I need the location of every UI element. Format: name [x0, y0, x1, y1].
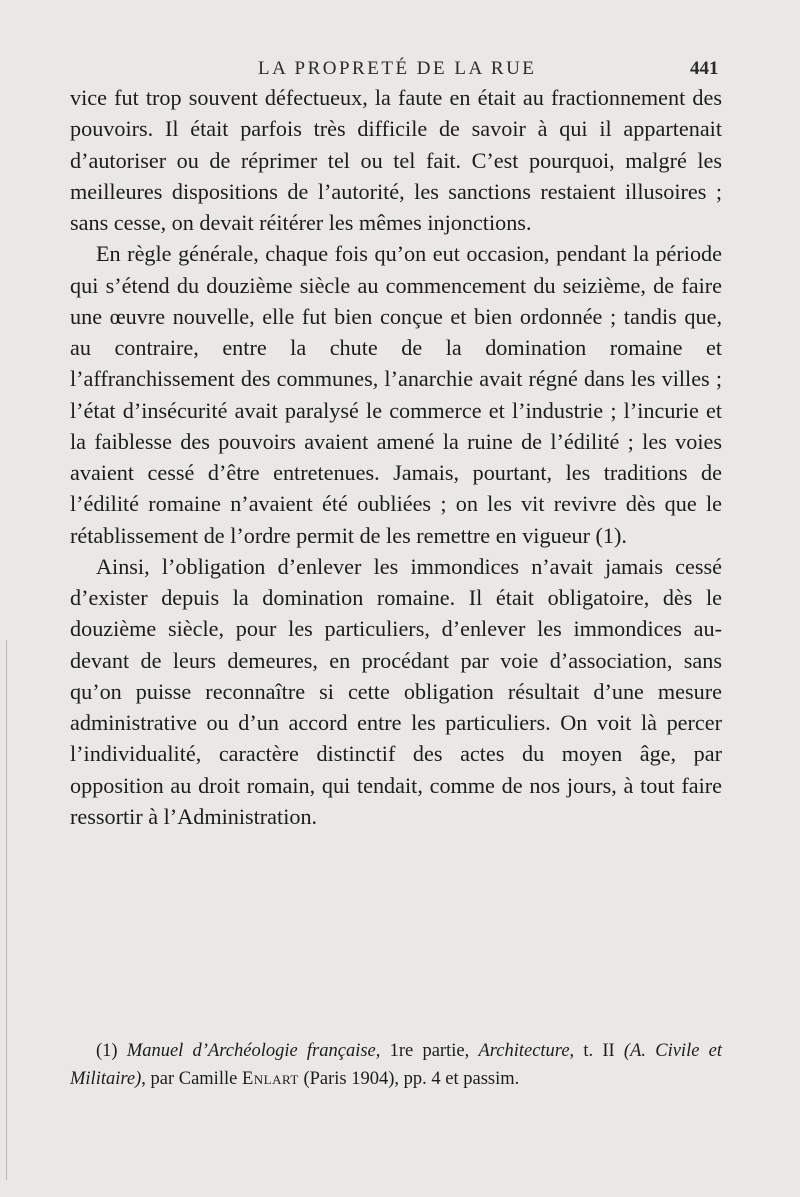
- footnote-tail: (Paris 1904), pp. 4 et passim.: [298, 1068, 520, 1089]
- page-number: 441: [690, 58, 719, 79]
- footnote-subtitle: (A. Civile et Militaire): [70, 1041, 722, 1089]
- footnote: [70, 1038, 722, 1093]
- footnote-title: Manuel d’Archéologie française: [126, 1041, 376, 1061]
- footnote-part: , 1re partie,: [375, 1041, 479, 1061]
- footnote-author: Enlart: [241, 1068, 299, 1089]
- footnote-marker: (1): [96, 1041, 118, 1061]
- paragraph-2: En règle générale, chaque fois qu’on eut occasion, pendant la période qui s’étend du douzième siècle au commencement du seizième, de faire une œuvre nouvelle, elle fut bien conçue et bien ordonnée ; tandis que, au contraire, entre la chute de la domination romaine et l’affranchissement des communes, l’anarchie avait régné dans les villes ; l’état d’insécurité avait paralysé le commerce et l’industrie ; l’incurie et la faiblesse des pouvoirs avaient amené la ruine de l’édilité ; les voies avaient cessé d’être entretenues. Jamais, pourtant, les traditions de l’édilité romaine n’avaient été oubliées ; on les vit revivre dès que le rétablissement de l’ordre permit de les remettre en vigueur (1).: [70, 241, 722, 548]
- footnote-volume: , t. II: [569, 1041, 624, 1061]
- paragraph-3: Ainsi, l’obligation d’enlever les immondices n’avait jamais cessé d’exister depuis la domination romaine. Il était obligatoire, dès le douzième siècle, pour les particuliers, d’enlever les immondices au-devant de leurs demeures, en procédant par voie d’association, sans qu’on puisse reconnaître si cette obligation résultait d’une mesure administrative ou d’un accord entre les particuliers. On voit là percer l’individualité, caractère distinctif des actes du moyen âge, par opposition au droit romain, qui tendait, comme de nos jours, à tout faire ressortir à l’Administration.: [70, 553, 722, 829]
- footnote-by: , par Camille: [141, 1068, 242, 1089]
- body-text: [70, 82, 722, 832]
- running-title: LA PROPRETÉ DE LA RUE: [258, 58, 537, 79]
- paragraph-1: vice fut trop souvent défectueux, la faute en était au fractionnement des pouvoirs. Il était parfois très difficile de savoir à qui il appartenait d’autoriser ou de réprimer tel ou tel fait. C’est pourquoi, malgré les meilleures dispositions de l’autorité, les sanctions restaient illusoires ; sans cesse, on devait réitérer les mêmes injonctions.: [70, 85, 722, 235]
- page-edge-shadow: [6, 640, 7, 1180]
- footnote-section: Architecture: [478, 1041, 570, 1061]
